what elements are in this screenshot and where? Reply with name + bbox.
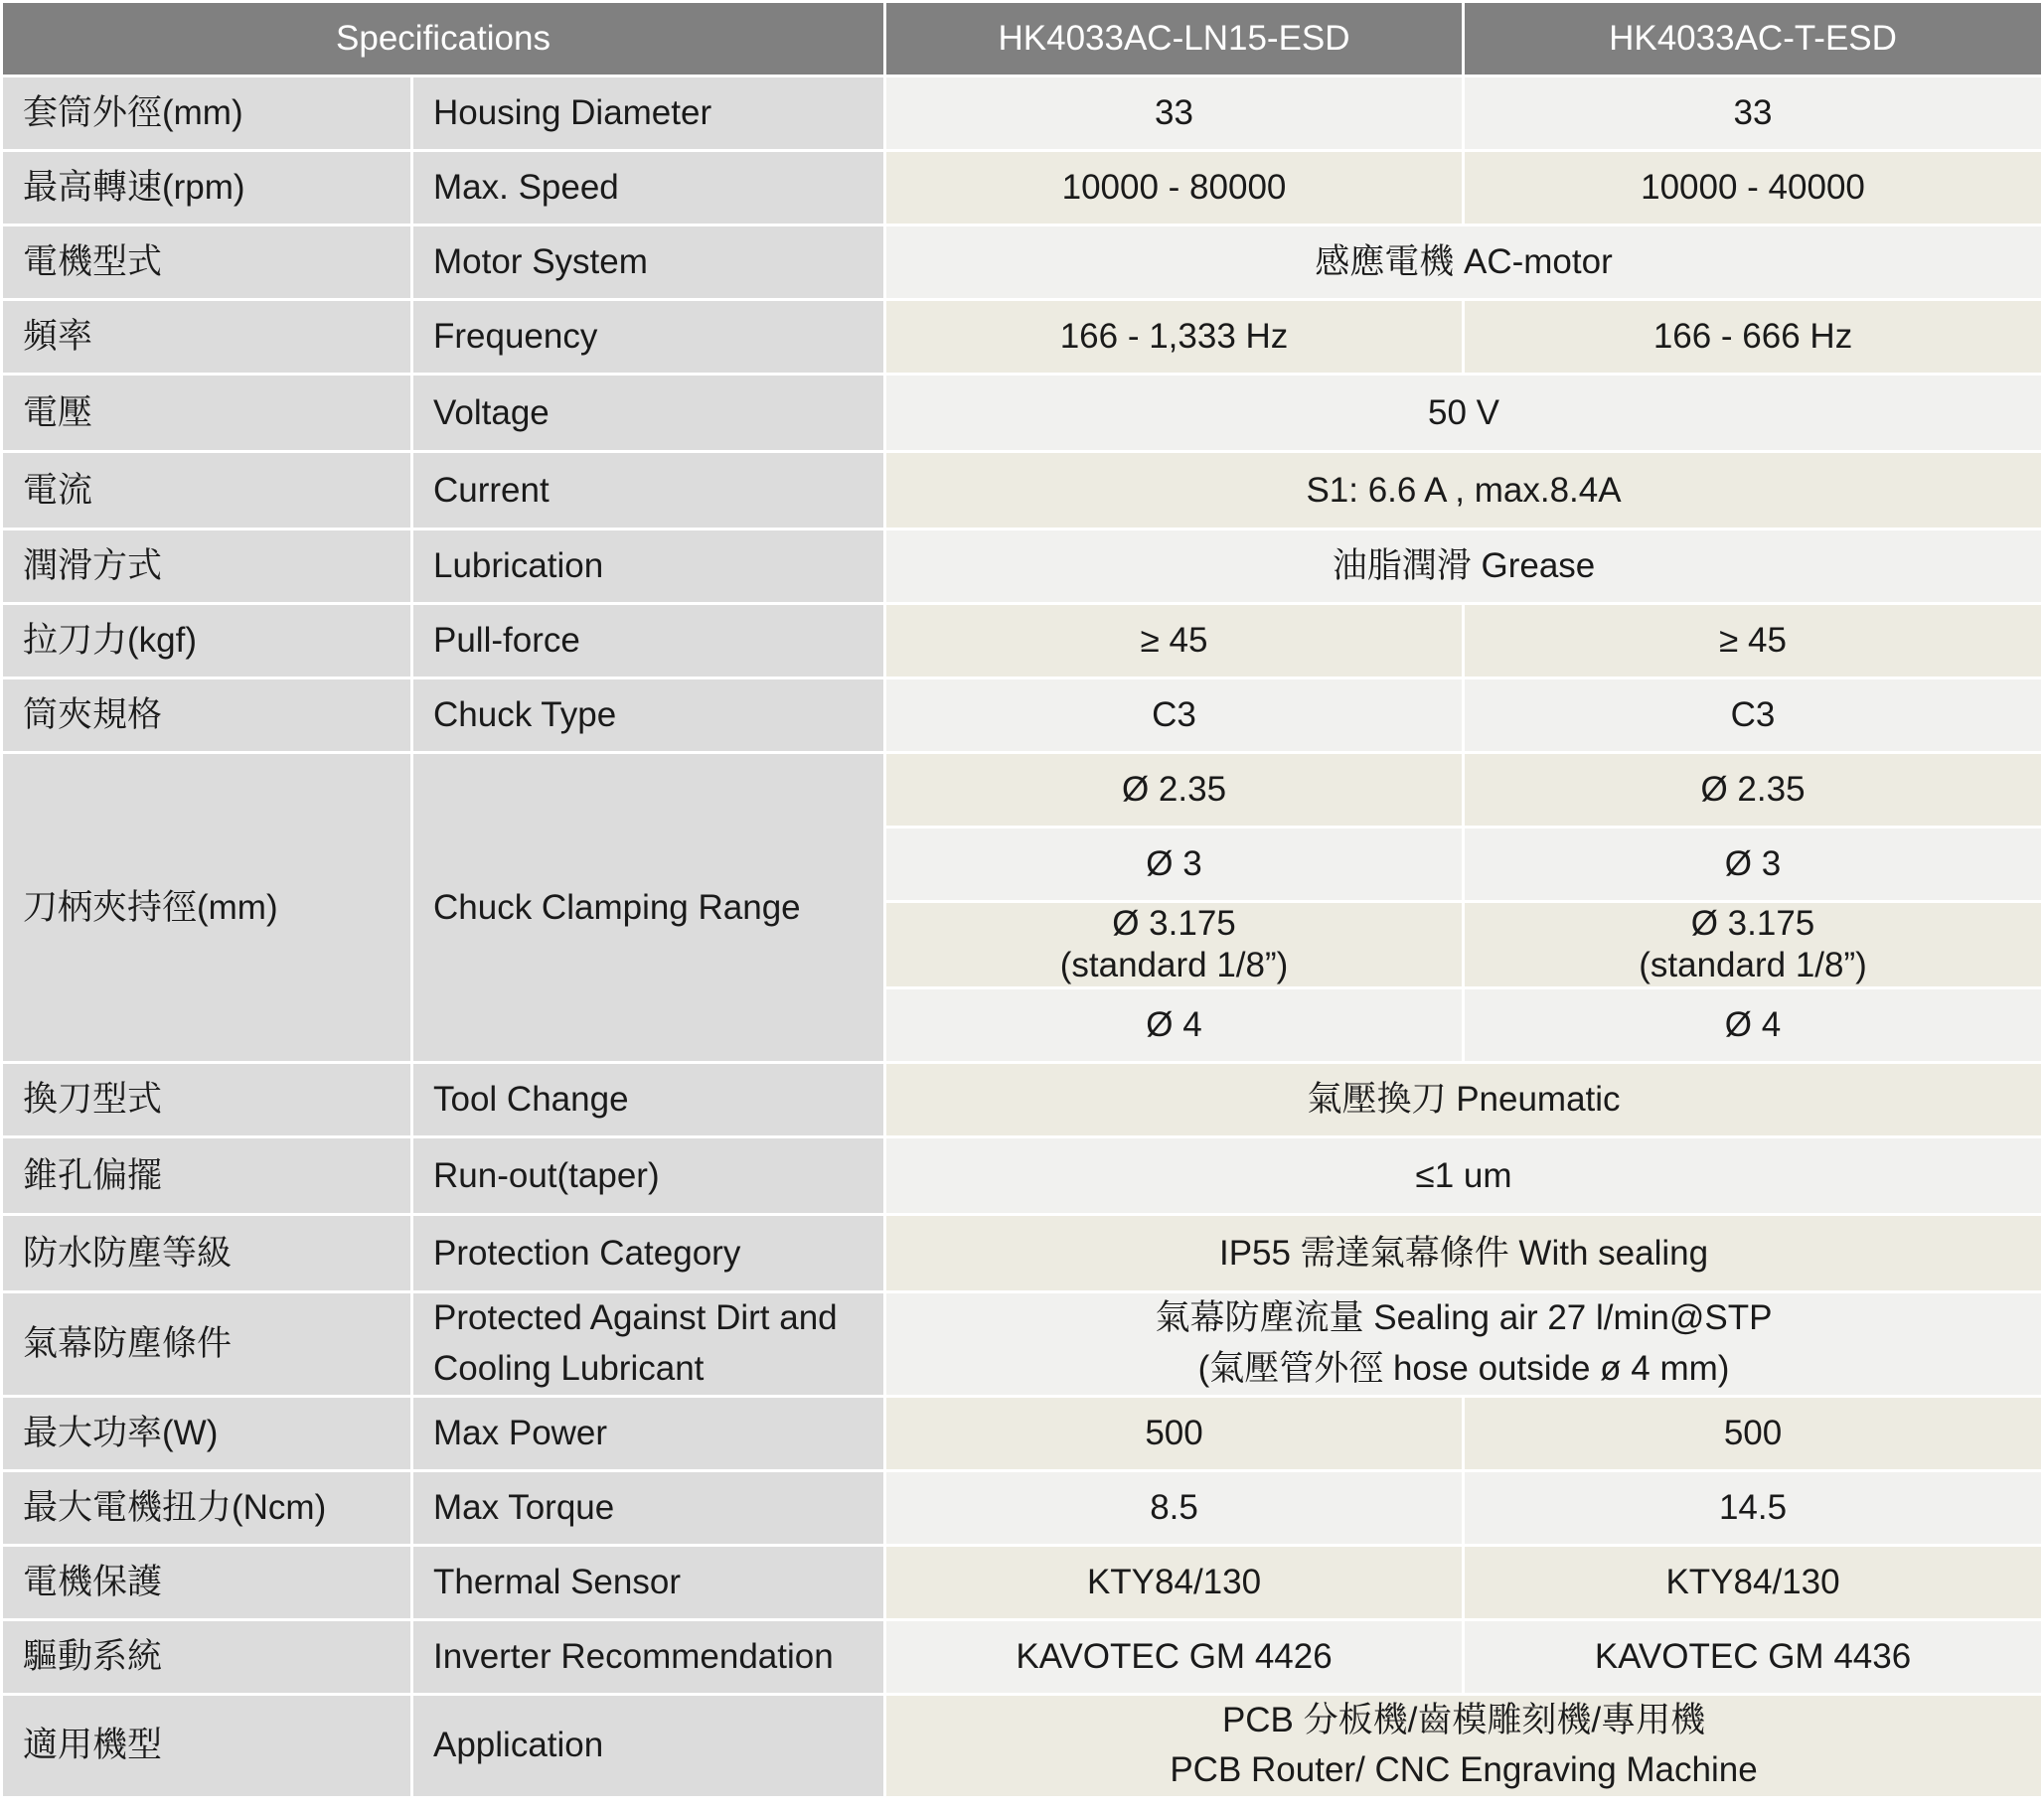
- label-en: Max Power: [413, 1398, 883, 1469]
- value-line: Ø 3.175: [1690, 904, 1815, 943]
- label-en: Thermal Sensor: [413, 1547, 883, 1618]
- label-en: Voltage: [413, 376, 883, 450]
- value-line: 氣幕防塵流量 Sealing air 27 l/min@STP: [1155, 1298, 1773, 1337]
- value-line: (氣壓管外徑 hose outside ø 4 mm): [1197, 1348, 1730, 1388]
- label-en: Current: [413, 453, 883, 528]
- value-line: PCB Router/ CNC Engraving Machine: [1170, 1750, 1758, 1790]
- row-max-speed: [3, 152, 2041, 224]
- label-zh: 電機型式: [3, 226, 410, 298]
- value-model-2: C3: [1465, 679, 2041, 751]
- row-inverter: [3, 1621, 2041, 1693]
- row-clamping-1: [3, 754, 2041, 826]
- value-model-2: 14.5: [1465, 1472, 2041, 1544]
- value-shared: [886, 1696, 2041, 1797]
- label-zh: 套筒外徑(mm): [3, 77, 410, 149]
- row-protection-category: [3, 1216, 2041, 1290]
- value-model-2: 500: [1465, 1398, 2041, 1469]
- label-en: Application: [413, 1696, 883, 1797]
- table-header: [3, 3, 2041, 75]
- value-model-1: C3: [886, 679, 1462, 751]
- value-model-1: 8.5: [886, 1472, 1462, 1544]
- header-model-2: HK4033AC-T-ESD: [1465, 3, 2041, 75]
- value-shared: S1: 6.6 A , max.8.4A: [886, 453, 2041, 528]
- label-en: Chuck Type: [413, 679, 883, 751]
- row-housing-diameter: [3, 77, 2041, 149]
- value-model-2: KAVOTEC GM 4436: [1465, 1621, 2041, 1693]
- label-zh: 刀柄夾持徑(mm): [3, 754, 410, 1061]
- row-motor-system: [3, 226, 2041, 298]
- label-en: Frequency: [413, 301, 883, 373]
- row-thermal-sensor: [3, 1547, 2041, 1618]
- value-shared: 氣壓換刀 Pneumatic: [886, 1064, 2041, 1135]
- label-en: Max Torque: [413, 1472, 883, 1544]
- value-model-2: Ø 3: [1465, 829, 2041, 900]
- label-zh: 最大功率(W): [3, 1398, 410, 1469]
- row-lubrication: [3, 530, 2041, 602]
- label-en: Run-out(taper): [413, 1138, 883, 1213]
- value-shared: 50 V: [886, 376, 2041, 450]
- value-model-2: 33: [1465, 77, 2041, 149]
- header-specifications: Specifications: [3, 3, 883, 75]
- label-en: Protection Category: [413, 1216, 883, 1290]
- label-zh: 拉刀力(kgf): [3, 605, 410, 677]
- label-zh: 防水防塵等級: [3, 1216, 410, 1290]
- label-en: Lubrication: [413, 530, 883, 602]
- label-en: Housing Diameter: [413, 77, 883, 149]
- label-zh: 頻率: [3, 301, 410, 373]
- value-model-1: ≥ 45: [886, 605, 1462, 677]
- value-model-1: KAVOTEC GM 4426: [886, 1621, 1462, 1693]
- row-max-torque: [3, 1472, 2041, 1544]
- label-zh: 最高轉速(rpm): [3, 152, 410, 224]
- label-zh: 筒夾規格: [3, 679, 410, 751]
- value-model-1: Ø 2.35: [886, 754, 1462, 826]
- label-zh: 錐孔偏擺: [3, 1138, 410, 1213]
- value-model-2: KTY84/130: [1465, 1547, 2041, 1618]
- value-model-2: ≥ 45: [1465, 605, 2041, 677]
- value-shared: 感應電機 AC-motor: [886, 226, 2041, 298]
- value-model-2: [1465, 903, 2041, 986]
- label-en: Motor System: [413, 226, 883, 298]
- value-model-1: Ø 3: [886, 829, 1462, 900]
- label-zh: 驅動系統: [3, 1621, 410, 1693]
- value-model-1: Ø 4: [886, 989, 1462, 1061]
- label-zh: 最大電機扭力(Ncm): [3, 1472, 410, 1544]
- row-pull-force: [3, 605, 2041, 677]
- value-model-2: Ø 4: [1465, 989, 2041, 1061]
- row-run-out: [3, 1138, 2041, 1213]
- label-en: Pull-force: [413, 605, 883, 677]
- row-current: [3, 453, 2041, 528]
- value-model-1: 166 - 1,333 Hz: [886, 301, 1462, 373]
- value-line: PCB 分板機/齒模雕刻機/專用機: [1221, 1700, 1706, 1739]
- value-shared: 油脂潤滑 Grease: [886, 530, 2041, 602]
- label-zh: 換刀型式: [3, 1064, 410, 1135]
- row-frequency: [3, 301, 2041, 373]
- label-en: Max. Speed: [413, 152, 883, 224]
- label-line: Cooling Lubricant: [433, 1348, 705, 1388]
- value-model-1: 500: [886, 1398, 1462, 1469]
- value-model-1: KTY84/130: [886, 1547, 1462, 1618]
- label-zh: 潤滑方式: [3, 530, 410, 602]
- row-application: [3, 1696, 2041, 1797]
- header-model-1: HK4033AC-LN15-ESD: [886, 3, 1462, 75]
- value-shared: IP55 需達氣幕條件 With sealing: [886, 1216, 2041, 1290]
- row-tool-change: [3, 1064, 2041, 1135]
- value-line: Ø 3.175: [1112, 904, 1236, 943]
- value-model-1: 10000 - 80000: [886, 152, 1462, 224]
- label-zh: 電機保護: [3, 1547, 410, 1618]
- value-shared: ≤1 um: [886, 1138, 2041, 1213]
- row-max-power: [3, 1398, 2041, 1469]
- value-line: (standard 1/8”): [1639, 946, 1867, 984]
- value-model-1: 33: [886, 77, 1462, 149]
- row-voltage: [3, 376, 2041, 450]
- label-en: Tool Change: [413, 1064, 883, 1135]
- value-line: (standard 1/8”): [1059, 946, 1289, 984]
- row-sealing-conditions: [3, 1293, 2041, 1395]
- value-model-2: 10000 - 40000: [1465, 152, 2041, 224]
- label-en: Inverter Recommendation: [413, 1621, 883, 1693]
- label-en: [413, 1293, 883, 1395]
- label-zh: 氣幕防塵條件: [3, 1293, 410, 1395]
- row-chuck-type: [3, 679, 2041, 751]
- value-model-2: 166 - 666 Hz: [1465, 301, 2041, 373]
- label-zh: 電流: [3, 453, 410, 528]
- value-model-2: Ø 2.35: [1465, 754, 2041, 826]
- label-line: Protected Against Dirt and: [433, 1298, 838, 1337]
- label-en: Chuck Clamping Range: [413, 754, 883, 1061]
- value-model-1: [886, 903, 1462, 986]
- label-zh: 適用機型: [3, 1696, 410, 1797]
- value-shared: [886, 1293, 2041, 1395]
- label-zh: 電壓: [3, 376, 410, 450]
